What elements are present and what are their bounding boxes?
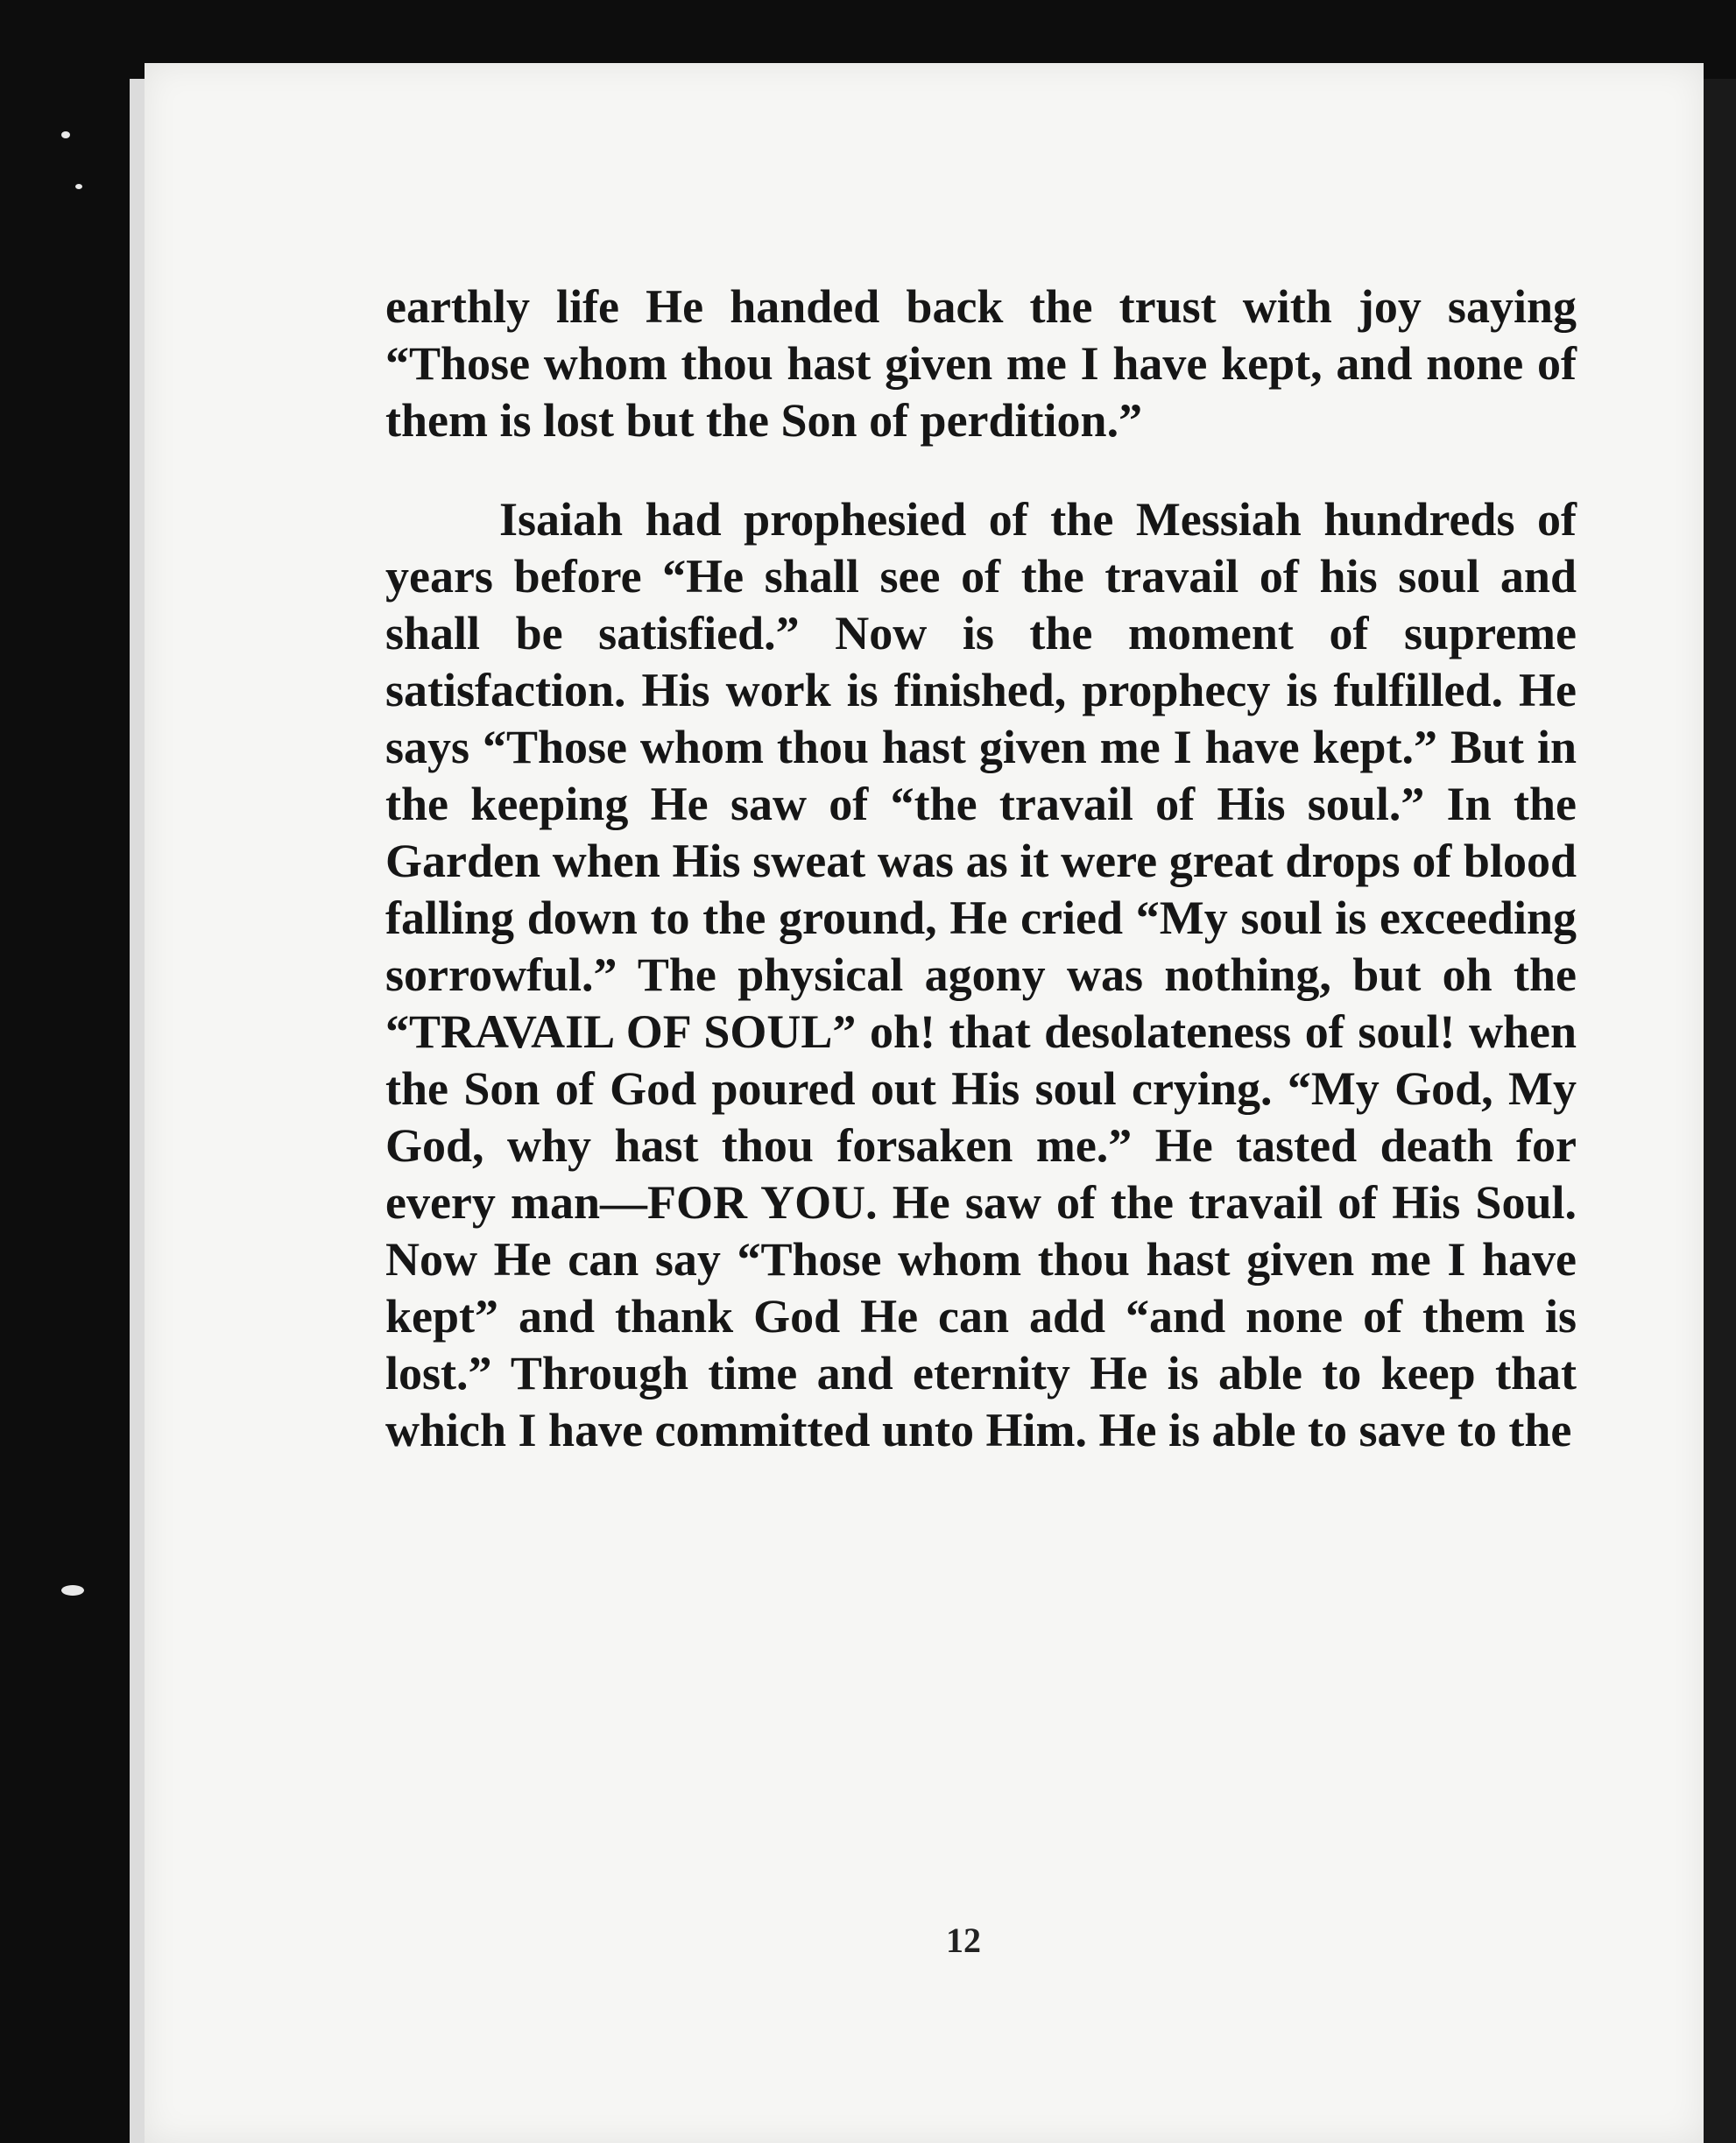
left-margin-speck bbox=[61, 1585, 84, 1596]
paragraph: earthly life He handed back the trust with joy saying “Those whom thou hast given me I have kept, and none of them is lost but the Son of perdition.” bbox=[385, 280, 1577, 447]
page-edge bbox=[130, 79, 145, 2143]
page-number: 12 bbox=[946, 1921, 981, 1960]
left-margin-speck bbox=[75, 184, 82, 189]
body-text bbox=[385, 278, 1577, 1459]
paragraph: Isaiah had prophesied of the Messiah hundreds of years before “He shall see of the travail of his soul and shall be satisfied.” Now is the moment of supreme satisfaction. His work is finished, prophecy is fulfilled. He says “Those whom thou hast given me I have kept.” But in the keeping He saw of “the travail of His soul.” In the Garden when His sweat was as it were great drops of blood falling down to the ground, He cried “My soul is exceeding sorrowful.” The physical agony was nothing, but oh the “TRAVAIL OF SOUL” oh! that desolateness of soul! when the Son of God poured out His soul crying. “My God, My God, why hast thou forsaken me.” He tasted death for every man—FOR YOU. He saw of the travail of His Soul. Now He can say “Those whom thou hast given me I have kept” and thank God He can add “and none of them is lost.” Through time and eternity He is able to keep that which I have committed unto Him. He is able to save to the bbox=[385, 493, 1577, 1456]
left-margin-speck bbox=[61, 131, 70, 138]
book-binding bbox=[1704, 79, 1736, 2143]
